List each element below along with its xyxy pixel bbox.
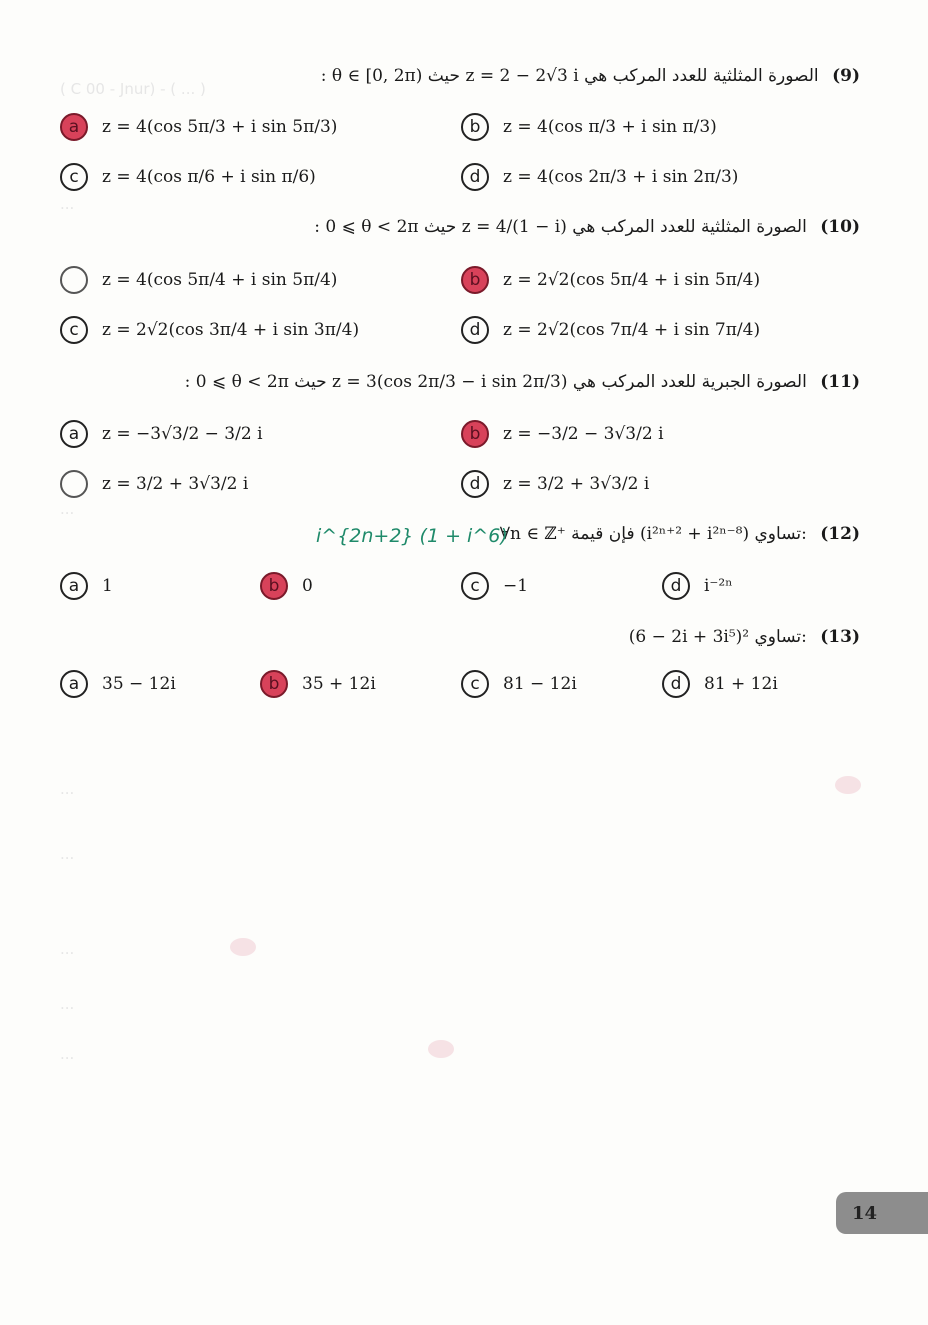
question-text: الصورة الجبرية للعدد المركب (601, 372, 807, 392)
answer-bubble[interactable]: c (60, 163, 88, 191)
answer-bubble[interactable]: a (60, 113, 88, 141)
answer-bubble[interactable]: d (662, 572, 690, 600)
question-10-stem (314, 217, 860, 237)
option-text: 81 − 12i (503, 674, 577, 694)
option-text: i⁻²ⁿ (704, 576, 733, 596)
question-condition: : θ ∈ [0, 2π) حيث z = 2 − 2√3 i هي (320, 66, 608, 86)
option-text: z = 4(cos 5π/3 + i sin 5π/3) (102, 117, 338, 137)
bleed-through-text: ... (60, 500, 75, 518)
bleed-through-text: ... (60, 780, 75, 798)
option-text: z = 4(cos π/3 + i sin π/3) (503, 117, 717, 137)
option-text: z = −3/2 − 3√3/2 i (503, 424, 664, 444)
answer-bubble[interactable] (60, 266, 88, 294)
answer-bubble[interactable]: c (461, 572, 489, 600)
option-11b[interactable] (461, 420, 664, 448)
option-text: z = 4(cos 5π/4 + i sin 5π/4) (102, 270, 338, 290)
option-text: 35 + 12i (302, 674, 376, 694)
option-9a[interactable] (60, 113, 337, 141)
answer-bubble[interactable]: a (60, 572, 88, 600)
option-12c[interactable] (461, 572, 528, 600)
option-11a[interactable] (60, 420, 263, 448)
answer-bubble[interactable]: b (461, 420, 489, 448)
answer-bubble[interactable]: b (461, 266, 489, 294)
option-13b[interactable] (260, 670, 376, 698)
question-number: (10) (820, 217, 860, 237)
option-9b[interactable] (461, 113, 717, 141)
option-text: −1 (503, 576, 529, 596)
question-text: الصورة المثلثية للعدد المركب (600, 217, 807, 237)
bleed-through-text: ... (60, 845, 75, 863)
page-number-tab (836, 1192, 928, 1234)
option-text: z = 2√2(cos 7π/4 + i sin 7π/4) (503, 320, 761, 340)
question-number: (11) (820, 372, 860, 392)
option-text: 35 − 12i (102, 674, 176, 694)
question-condition: : 0 ⩽ θ < 2π حيث z = 4/(1 − i) هي (314, 217, 596, 237)
question-number: (13) (820, 627, 860, 647)
option-13d[interactable] (662, 670, 778, 698)
option-text: z = 4(cos π/6 + i sin π/6) (102, 167, 316, 187)
answer-bubble[interactable] (60, 470, 88, 498)
page-number: 14 (852, 1202, 878, 1224)
option-text: 0 (302, 576, 313, 596)
question-number: (9) (832, 66, 860, 86)
option-text: z = −3√3/2 − 3/2 i (102, 424, 263, 444)
answer-bubble[interactable]: c (461, 670, 489, 698)
question-12-stem (500, 524, 860, 544)
question-text: ∀n ∈ ℤ⁺ فإن قيمة (i²ⁿ⁺² + i²ⁿ⁻⁸) تساوي: (499, 524, 807, 544)
option-text: 1 (102, 576, 113, 596)
pink-smudge (835, 776, 861, 794)
answer-bubble[interactable]: d (662, 670, 690, 698)
bleed-through-text: ... (60, 1045, 75, 1063)
question-condition: : 0 ⩽ θ < 2π حيث z = 3(cos 2π/3 − i sin 2π/3) هي (184, 372, 597, 392)
option-text: 81 + 12i (704, 674, 778, 694)
answer-bubble[interactable]: d (461, 470, 489, 498)
answer-bubble[interactable]: a (60, 670, 88, 698)
option-9d[interactable] (461, 163, 738, 191)
option-12b[interactable] (260, 572, 313, 600)
answer-bubble[interactable]: d (461, 316, 489, 344)
option-text: z = 2√2(cos 5π/4 + i sin 5π/4) (503, 270, 761, 290)
question-text: الصورة المثلثية للعدد المركب (612, 66, 819, 86)
option-text: z = 4(cos 2π/3 + i sin 2π/3) (503, 167, 739, 187)
answer-bubble[interactable]: b (260, 572, 288, 600)
bleed-through-text: ... (60, 995, 75, 1013)
option-13a[interactable] (60, 670, 176, 698)
pink-smudge (428, 1040, 454, 1058)
pink-smudge (230, 938, 256, 956)
option-text: z = 2√2(cos 3π/4 + i sin 3π/4) (102, 320, 360, 340)
answer-bubble[interactable]: b (461, 113, 489, 141)
question-9-stem (321, 66, 860, 86)
answer-bubble[interactable]: a (60, 420, 88, 448)
option-11d[interactable] (461, 470, 649, 498)
answer-bubble[interactable]: d (461, 163, 489, 191)
option-text: z = 3/2 + 3√3/2 i (503, 474, 650, 494)
option-10c[interactable] (60, 316, 359, 344)
option-12a[interactable] (60, 572, 113, 600)
bleed-through-text: ( C 00 - Jnur) - ( ... ) (60, 80, 206, 98)
bleed-through-text: ... (60, 195, 75, 213)
option-10a[interactable] (60, 266, 337, 294)
answer-bubble[interactable]: c (60, 316, 88, 344)
option-9c[interactable] (60, 163, 316, 191)
option-13c[interactable] (461, 670, 577, 698)
handwritten-note: i^{2n+2} (1 + i^6) (316, 525, 508, 547)
bleed-through-text: ... (60, 940, 75, 958)
option-10b[interactable] (461, 266, 760, 294)
option-11c[interactable] (60, 470, 248, 498)
option-12d[interactable] (662, 572, 733, 600)
question-text: (6 − 2i + 3i⁵)² تساوي: (628, 627, 807, 647)
option-text: z = 3/2 + 3√3/2 i (102, 474, 249, 494)
question-11-stem (185, 372, 860, 392)
question-13-stem (629, 627, 860, 647)
question-number: (12) (820, 524, 860, 544)
answer-bubble[interactable]: b (260, 670, 288, 698)
option-10d[interactable] (461, 316, 760, 344)
